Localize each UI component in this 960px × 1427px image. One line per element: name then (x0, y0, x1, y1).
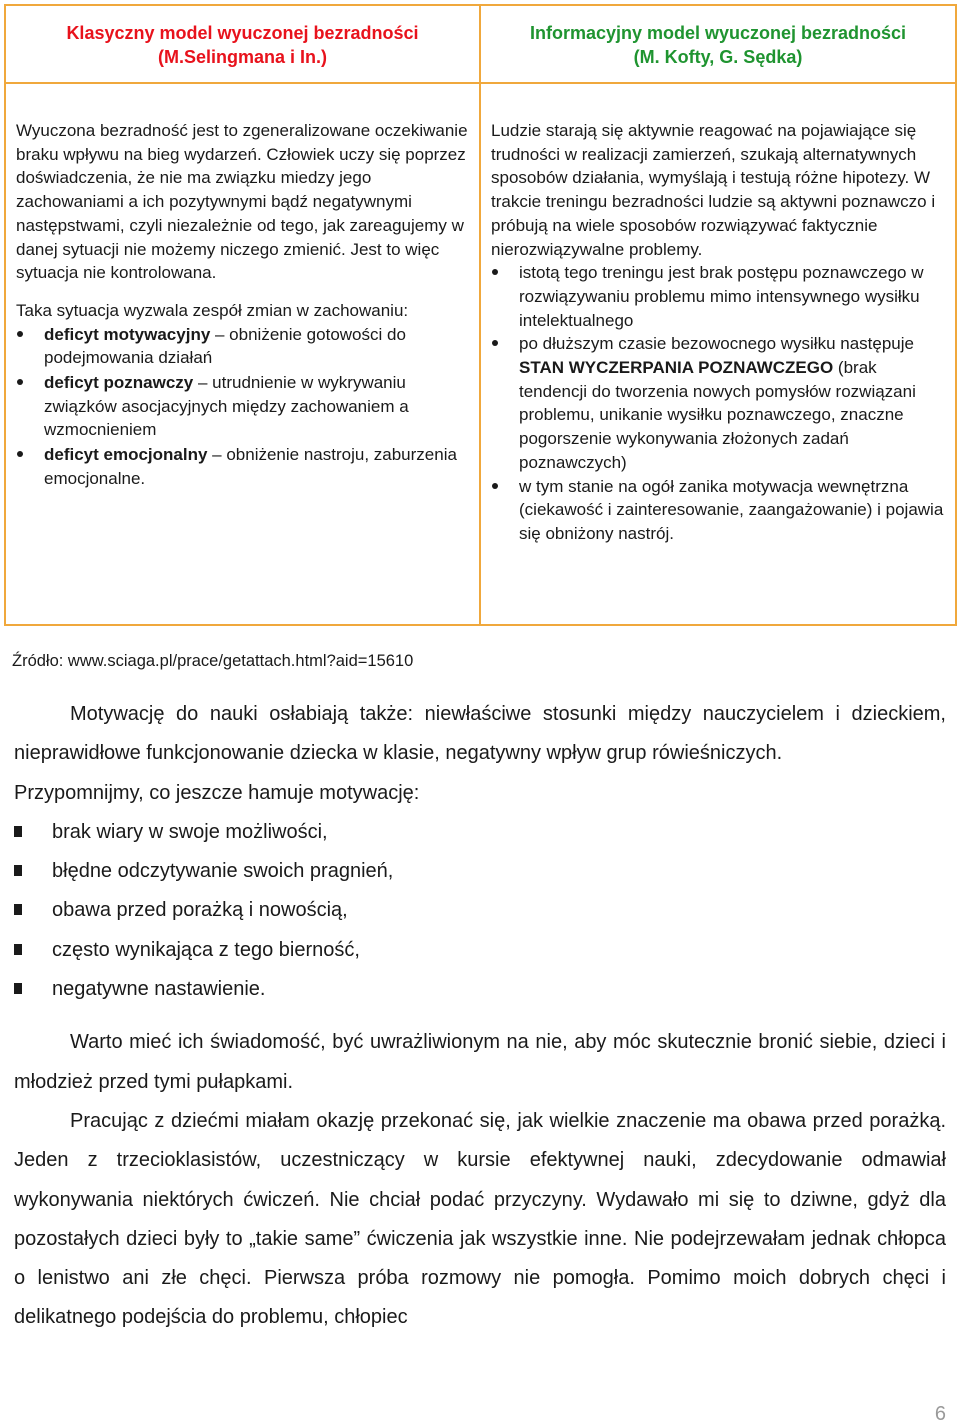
left-column-body (5, 83, 480, 625)
paragraph-motivation: Motywację do nauki osłabiają także: niewłaściwe stosunki między nauczycielem i dzieckiem, nieprawidłowe funkcjonowanie dziecka w klasie, negatywny wpływ grup rówieśniczych. (14, 703, 946, 765)
deficit-description: – obniżenie nastroju, zaburzenia emocjonalne. (44, 445, 457, 488)
left-paragraph-intro: Taka sytuacja wyzwala zespół zmian w zachowaniu: (16, 300, 409, 320)
square-bullet-icon (14, 944, 22, 955)
left-header-title: Klasyczny model wyuczonej bezradności (66, 23, 419, 43)
spacer (14, 1009, 946, 1023)
bullet-icon (17, 451, 23, 457)
list-item-text: brak wiary w swoje możliwości, (52, 820, 328, 843)
deficit-term: deficyt poznawczy (44, 373, 194, 393)
list-item-text: często wynikająca z tego bierność, (52, 938, 360, 961)
deficit-list (16, 323, 471, 491)
square-bullet-icon (14, 904, 22, 915)
bullet-icon (492, 483, 498, 489)
left-paragraph-definition: Wyuczona bezradność jest to zgeneralizowane oczekiwanie braku wpływu na bieg wydarzeń. Człowiek uczy się poprzez doświadczenia, że nie ma związku miedzy jego zachowaniami a ich pozytywnymi bądź negatywnymi następstwami, czyli niezależnie od tego, jak zareagujemy w danej sytuacji nie możemy niczego zmienić. Jest to więc sytuacja nie kontrolowana. (16, 121, 468, 283)
inhibitor-list (14, 813, 946, 1009)
bullet-icon (492, 340, 498, 346)
paragraph-lead: Przypomnijmy, co jeszcze hamuje motywację: (14, 781, 420, 804)
square-bullet-icon (14, 983, 22, 994)
main-text (14, 695, 946, 1338)
right-header-authors: (M. Kofty, G. Sędka) (633, 47, 803, 67)
right-header-title: Informacyjny model wyuczonej bezradności (529, 23, 907, 43)
list-item (14, 891, 946, 930)
deficit-description: – utrudnienie w wykrywaniu związków asocjacyjnych między zachowaniem a wzmocnieniem (44, 373, 409, 440)
right-column-header (480, 5, 956, 83)
bullet-icon (17, 331, 23, 337)
square-bullet-icon (14, 826, 22, 837)
paragraph-experience: Pracując z dziećmi miałam okazję przekonać się, jak wielkie znaczenie ma obawa przed porażką. Jeden z trzecioklasistów, uczestniczący w kursie efektywnej nauki, zdecydowanie odmawiał wykonywania niektórych ćwiczeń. Nie chciał podać przyczyny. Wydawało mi się to dziwne, gdyż dla pozostałych dzieci były to „takie same” ćwiczenia jak wszystkie inne. Nie podejrzewałam jednak chłopca o lenistwo ani złe chęci. Pierwsza próba rozmowy nie pomogła. Pomimo moich dobrych chęci i delikatnego podejścia do problemu, chłopiec (14, 1109, 946, 1329)
source-citation: Źródło: www.sciaga.pl/prace/getattach.html?aid=15610 (12, 652, 414, 670)
list-item (16, 443, 471, 490)
list-item (491, 475, 945, 546)
list-item (491, 332, 945, 474)
list-item (14, 813, 946, 852)
list-item (14, 852, 946, 891)
deficit-term: deficyt motywacyjny (44, 324, 211, 344)
paragraph-awareness: Warto mieć ich świadomość, być uwrażliwionym na nie, aby móc skutecznie bronić siebie, dzieci i młodzież przed tymi pułapkami. (14, 1031, 946, 1093)
list-item-text: obawa przed porażką i nowością, (52, 899, 348, 922)
item-emphasis: STAN WYCZERPANIA POZNAWCZEGO (519, 358, 834, 378)
comparison-table (4, 4, 957, 626)
list-item (491, 261, 945, 332)
item-text: istotą tego treningu jest brak postępu poznawczego w rozwiązywaniu problemu mimo intensywnego wysiłku intelektualnego (519, 263, 924, 330)
item-text: w tym stanie na ogół zanika motywacja wewnętrzna (ciekawość i zainteresowanie, zaangażowanie) i pojawia się obniżony nastrój. (519, 476, 944, 543)
deficit-description: – obniżenie gotowości do podejmowania działań (44, 324, 406, 368)
item-text: po dłuższym czasie bezowocnego wysiłku następuje (519, 334, 914, 354)
left-column-header (5, 5, 480, 83)
bullet-icon (492, 269, 498, 275)
list-item (16, 323, 471, 370)
left-header-authors: (M.Selingmana i In.) (157, 47, 327, 67)
list-item-text: negatywne nastawienie. (52, 978, 266, 1001)
list-item (14, 970, 946, 1009)
bullet-icon (17, 379, 23, 385)
deficit-term: deficyt emocjonalny (44, 445, 208, 465)
list-item (14, 931, 946, 970)
right-paragraph: Ludzie starają się aktywnie reagować na pojawiające się trudności w realizacji zamierzeń, szukają alternatywnych sposobów działania, wymyślają i testują różne hipotezy. W trakcie treningu bezradności ludzie są aktywni poznawczo i próbują na wiele sposobów rozwiązywać faktycznie nierozwiązywalne problemy. (491, 121, 936, 259)
exhaustion-list (491, 261, 945, 545)
list-item-text: błędne odczytywanie swoich pragnień, (52, 860, 394, 883)
page-number: 6 (934, 1403, 946, 1425)
right-column-body (480, 83, 956, 625)
square-bullet-icon (14, 865, 22, 876)
list-item (16, 371, 471, 442)
item-text-continued: (brak tendencji do tworzenia nowych pomysłów rozwiązani problemu, unikanie wysiłku poznawczego, znaczne pogorszenie wykonywania złożonych zadań poznawczych) (519, 358, 916, 472)
